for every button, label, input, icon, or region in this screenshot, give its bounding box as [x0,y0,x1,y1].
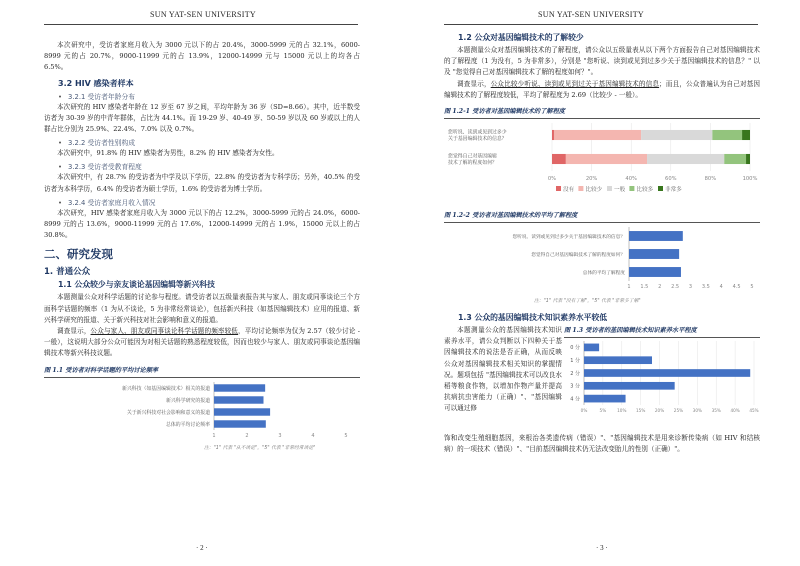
stacked-bar-segment [724,154,746,164]
note-fig-1-2-2: 注："1" 代表 "没有了解"，"5" 代表 "非常多了解" [534,299,641,305]
category-label: 1 分 [570,358,580,365]
page-number: · 3 · [596,544,608,552]
x-tick-label: 4.5 [732,284,741,291]
stacked-bar-segment [746,154,750,164]
category-label: 关于基因编辑技术的信息？ [448,136,507,143]
x-tick-label: 0% [580,408,588,414]
legend-swatch [556,186,561,191]
x-tick-label: 5% [599,408,607,414]
bar [584,356,652,364]
bar [629,267,681,277]
x-tick-label: 35% [711,408,721,414]
category-label: 0 分 [570,345,580,352]
paragraph-literacy-method: 本题测量公众的基因编辑技术知识素养水平，请公众判断以下四种关于基因编辑技术的说法是否正确，从而反映公众对基因编辑技术相关知识的掌握情况。题项包括 "基因编辑技术可以改良水稻等粮食作物，以增加作物产量并提高抗病抗虫害能力（正确）"、"基因编辑可以通过修 [444,326,562,413]
category-label: 您听说、读到或见到过多少 [448,129,507,136]
legend-label: 比较少 [585,187,603,194]
bar [629,249,679,259]
literacy-section [444,325,760,433]
x-tick-label: 5 [750,284,754,291]
bar [584,382,675,390]
legend-label: 非常多 [665,187,682,194]
heading-general-public: 1. 普通公众 [44,267,91,278]
chart-fig-1-3-wrap [564,325,760,420]
paragraph-hiv-income: 本次研究，HIV 感染者家庭月收入为 3000 元以下的占 12.2%，3000-5999 元的占 24.0%，6000-8999 元的占 13.6%，9000-11999 元的占 17.6%，12000-14999 元的占 1.9%，15000 元以上的占 30.8%。 [44,208,360,240]
heading-understanding: 1.2 公众对基因编辑技术的了解较少 [458,33,584,42]
category-label: 4 分 [570,396,580,403]
x-tick-label: 80% [704,176,717,183]
x-tick-label: 15% [636,408,646,414]
paragraph-gender: 本次研究中，91.8% 的 HIV 感染者为男性，8.2% 的 HIV 感染者为女性。 [57,149,279,158]
bullet-gender: • 3.2.2 受访者性别构成 [58,137,360,147]
category-label: 新兴科技（如基因编辑技术）相关的报道 [121,385,210,392]
chart-1-2-1-svg [444,119,760,201]
bullet-education: • 3.2.3 受访者受教育程度 [58,161,360,171]
paragraph-understanding-result [444,79,760,101]
page-header: SUN YAT-SEN UNIVERSITY [538,10,645,19]
x-tick-label: 60% [665,176,677,183]
text-post: ，平均讨论频率为仅为 2.57（较少讨论 - 一般），这说明大部分公众可能因为对相关话题的熟悉程度较低，因而也较少与家人、朋友或同事谈论基因编辑技术等新兴科技议题。 [44,327,361,358]
heading-discussion: 1.1 公众较少与亲友谈论基因编辑等新兴科技 [58,280,215,290]
category-label: 关于新兴科技对社会影响和意义的报道 [126,409,210,416]
legend-label: 比较多 [636,187,654,194]
chart-fig-1-2-1 [444,118,760,205]
stacked-bar-segment [552,130,554,140]
left-body [44,40,360,451]
paragraph-understanding-method: 本题测量公众对基因编辑技术的了解程度，请公众以五级量表从以下两个方面报告自己对基因编辑技术的了解程度（1 为没有，5 为非常多），分别是 "您听说、读到或见到过多少关于基因编辑技术的信息？" 以及 "您觉得自己对基因编辑技术了解的程度如何？"。 [444,46,760,77]
x-tick-label: 20% [585,176,598,183]
x-tick-label: 100% [742,176,758,183]
bullet-hiv-income: • 3.2.4 受访者家庭月收入情况 [58,197,360,207]
bar [629,231,683,241]
paragraph-discussion-method: 本题测量公众对科学话题的讨论参与程度。请受访者以五级量表报告其与家人、朋友或同事谈论三个方面科学话题的频率（1 为从不谈论，5 为非常经常谈论），包括新兴科技（如基因编辑技术）应用的报道、新兴科学研究的报道、关于新兴科技对社会影响和意义的报道。 [44,293,360,324]
category-label: 您听说、读到或见到过多少关于基因编辑技术的信息？ [512,234,625,240]
x-tick-label: 3 [688,284,693,291]
category-label: 总体的平均讨论频率 [165,421,210,428]
x-tick-label: 30% [692,408,702,414]
text-underlined: 公众与家人、朋友或同事谈论科学话题的频率较低 [90,327,239,336]
chart-fig-1-3 [564,337,760,420]
legend-swatch [629,186,634,191]
stacked-bar-segment [554,130,641,140]
bar [214,420,266,427]
legend-swatch [607,186,612,191]
x-tick-label: 4 [719,284,723,291]
x-tick-label: 45% [749,408,759,414]
page-header: SUN YAT-SEN UNIVERSITY [150,10,257,19]
heading-hiv-sample: 3.2 HIV 感染者样本 [58,78,134,88]
stacked-bar-segment [712,130,742,140]
text-pre: 调查显示， [457,79,491,88]
x-tick-label: 10% [617,408,627,414]
x-tick-label: 0% [547,176,557,183]
caption-fig-1-3: 图 1.3 受访者的基因编辑技术知识素养水平程度 [564,327,697,335]
x-tick-label: 2 [658,284,662,291]
bullet-age: • 3.2.1 受访者年龄分布 [58,91,360,101]
x-tick-label: 4 [311,432,315,439]
x-tick-label: 1.5 [640,284,649,291]
paragraph-education: 本次研究中，有 28.7% 的受访者为中学及以下学历，22.8% 的受访者为专科学历；另外，40.5% 的受访者为本科学历，6.4% 的受访者为硕士学历，1.6% 的受访者为博士学历。 [44,173,360,193]
stacked-bar-segment [641,130,712,140]
x-tick-label: 25% [673,408,684,414]
x-tick-label: 3.5 [701,284,710,291]
x-tick-label: 20% [654,408,665,414]
right-body [444,30,760,455]
text-underlined: 公众比较少听说、读到或见到过关于基因编辑技术的信息 [490,79,660,88]
caption-fig-1-2-2: 图 1.2-2 受访者对基因编辑技术的平均了解程度 [444,212,578,220]
stacked-bar-segment [552,154,566,164]
paragraph-discussion-result [44,326,360,360]
category-label: 您觉得自己对基因编辑 [448,153,497,160]
x-tick-label: 1 [212,432,216,439]
paragraph-income: 本次研究中，受访者家庭月收入为 3000 元以下的占 20.4%，3000-5999 元的占 32.1%，6000-8999 元的占 20.7%，9000-11999 元的占 13.9%，12000-14999 元与 15000 元以上的均各占 6.5%。 [44,41,360,72]
chart-1-3-svg [564,338,760,416]
stacked-bar-segment [647,154,724,164]
stacked-bar-segment [742,130,750,140]
x-tick-label: 3 [278,432,282,439]
legend-swatch [578,186,583,191]
legend-label: 一般 [614,187,626,194]
page-number: · 2 · [196,544,208,552]
category-label: 2 分 [570,370,580,377]
bar [214,396,264,403]
bar [584,395,626,403]
x-tick-label: 2.5 [671,284,680,291]
text-post: ；而且，公众普遍认为自己对基因编辑技术的了解程度较低，平均了解程度为 2.69（比较少 - 一般）。 [444,79,761,99]
bar [584,369,750,377]
x-tick-label: 40% [625,176,637,183]
caption-fig-1-1: 图 1.1 受访者对科学话题的平均讨论频率 [44,366,159,374]
bar [214,408,270,415]
heading-literacy: 1.3 公众的基因编辑技术知识素养水平较低 [458,313,608,323]
header-rule [444,24,758,25]
x-tick-label: 5 [344,432,348,439]
caption-fig-1-2-1: 图 1.2-1 受访者对基因编辑技术的了解程度 [444,108,565,116]
legend-swatch [658,186,663,191]
category-label: 新兴科学研究的报道 [165,397,210,404]
heading-findings: 二、研究发现 [44,247,113,262]
chart-1-1-svg [44,378,360,440]
right-page [400,0,800,566]
note-fig-1-1: 注："1" 代表 "从不谈论"，"5" 代表 "非常经常谈论" [204,445,316,451]
paragraph-age: 本次研究的 HIV 感染者年龄在 12 岁至 67 岁之间，平均年龄为 36 岁（SD=8.66）。其中，近半数受访者为 30-39 岁的中青年群体，占比为 44.1%。而 19-29 岁、40-49 岁、50-59 岁以及 60 岁或以上的人群占比分别为 25.9%、22.4%、7.0% 以及 0.7%。 [44,102,360,134]
stacked-bar-segment [566,154,647,164]
x-tick-label: 1 [627,284,631,291]
chart-fig-1-1 [44,377,360,444]
bar [214,384,265,391]
category-label: 3 分 [570,383,580,390]
x-tick-label: 2 [245,432,249,439]
paragraph-literacy-items: 饰和改变生殖细胞基因，来根治各类遗传病（错误）"、"基因编辑技术是用来诊断传染病（如 HIV 和结核病）的一项技术（错误）"、"目前基因编辑技术仍无法改变胎儿的性别（正确）"。 [444,434,760,454]
chart-1-2-2-svg [444,223,760,293]
x-tick-label: 40% [730,408,740,414]
header-rule [44,24,358,25]
text-pre: 调查显示， [57,327,91,336]
chart-fig-1-2-2 [444,222,760,297]
category-label: 您觉得自己对基因编辑技术了解的程度如何？ [531,252,625,258]
bar [584,344,599,352]
category-label: 总体的平均了解程度 [582,270,625,276]
category-label: 技术了解的程度如何？ [448,160,497,167]
legend-label: 没有 [563,187,575,194]
